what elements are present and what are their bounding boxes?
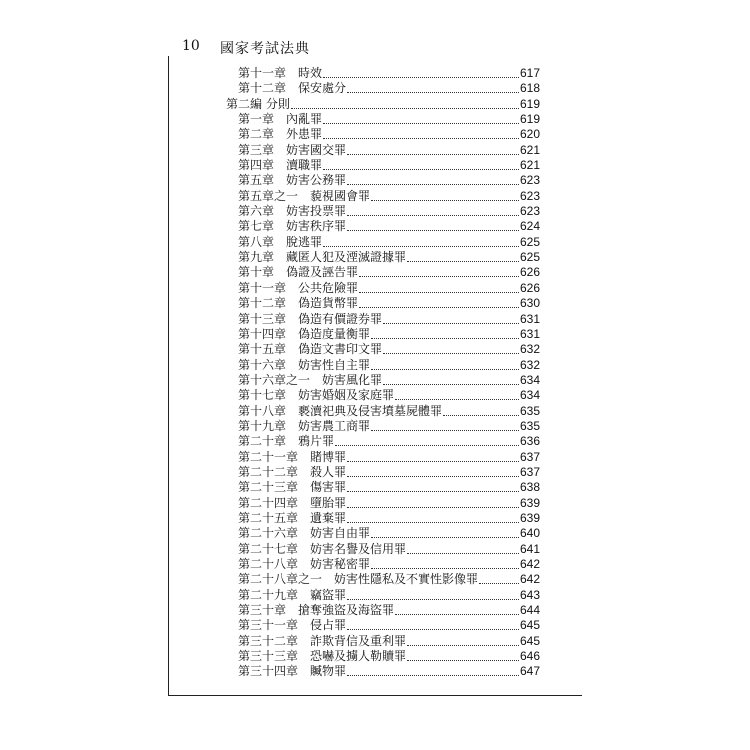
toc-entry-title: 第七章 妨害秩序罪 [238,219,347,234]
toc-entry-page-number: 631 [519,326,540,341]
toc-entry-title: 第六章 妨害投票罪 [238,204,347,219]
toc-entry-page-number: 646 [519,649,540,664]
toc-entry-title: 第九章 藏匿人犯及湮滅證據罪 [238,250,407,265]
toc-entry-title: 第十四章 偽造度量衡罪 [238,326,371,341]
toc-chapter-entry [226,281,540,296]
toc-entry-page-number: 623 [519,173,540,188]
dot-leader [347,450,519,462]
toc-entry-page-number: 635 [519,418,540,433]
dot-leader [407,634,519,646]
dot-leader [347,480,519,492]
toc-chapter-entry [226,465,540,480]
dot-leader [371,327,519,339]
toc-entry-page-number: 631 [519,311,540,326]
toc-entry-title: 第五章之一 藐視國會罪 [238,188,371,203]
toc-entry-title: 第四章 瀆職罪 [238,158,323,173]
toc-entry-page-number: 636 [519,434,540,449]
toc-entry-page-number: 640 [519,526,540,541]
toc-entry-page-number: 630 [519,296,540,311]
toc-chapter-entry [226,572,540,587]
toc-entry-page-number: 617 [519,66,540,80]
toc-entry-page-number: 619 [519,96,540,111]
toc-entry-page-number: 632 [519,342,540,357]
toc-entry-title: 第二十六章 妨害自由罪 [238,526,371,541]
dot-leader [443,404,519,416]
toc-entry-page-number: 642 [519,557,540,571]
toc-entry-title: 第十五章 偽造文書印文罪 [238,342,383,357]
table-of-contents [226,66,540,680]
toc-chapter-entry [226,219,540,234]
toc-chapter-entry [226,588,540,603]
dot-leader [371,557,519,569]
dot-leader [407,250,519,262]
toc-entry-title: 第三十一章 侵占罪 [238,618,347,633]
toc-entry-title: 第十一章 時效 [238,66,323,80]
toc-chapter-entry [226,649,540,664]
page-header [182,36,582,58]
toc-entry-page-number: 643 [519,587,540,602]
dot-leader [347,173,519,185]
toc-entry-page-number: 645 [519,618,540,633]
toc-entry-page-number: 645 [519,633,540,648]
toc-entry-page-number: 618 [519,81,540,96]
toc-entry-title: 第五章 妨害公務罪 [238,173,347,188]
dot-leader [323,112,519,124]
toc-entry-page-number: 639 [519,510,540,525]
toc-entry-title: 第二十四章 墮胎罪 [238,495,347,510]
toc-entry-title: 第十八章 褻瀆祀典及侵害墳墓屍體罪 [238,403,443,418]
dot-leader [371,419,519,431]
toc-entry-page-number: 621 [519,142,540,157]
toc-chapter-entry [226,618,540,633]
toc-entry-title: 第十七章 妨害婚姻及家庭罪 [238,388,395,403]
toc-chapter-entry [226,634,540,649]
toc-chapter-entry [226,327,540,342]
toc-entry-title: 第十六章 妨害性自主罪 [238,357,371,372]
toc-entry-page-number: 620 [519,127,540,142]
toc-entry-page-number: 634 [519,388,540,403]
dot-leader [479,572,519,584]
toc-chapter-entry [226,557,540,572]
toc-entry-title: 第十一章 公共危險罪 [238,280,359,295]
dot-leader [371,189,519,201]
dot-leader [407,649,519,661]
toc-entry-page-number: 638 [519,480,540,495]
toc-chapter-entry [226,189,540,204]
dot-leader [347,511,519,523]
toc-chapter-entry [226,434,540,449]
toc-entry-title: 第三十三章 恐嚇及擄人勒贖罪 [238,649,407,664]
page-number: 10 [182,38,200,54]
dot-leader [323,235,519,247]
dot-leader [335,434,519,446]
toc-entry-title: 第一章 內亂罪 [238,112,323,127]
toc-chapter-entry [226,250,540,265]
dot-leader [347,81,519,93]
toc-chapter-entry [226,388,540,403]
dot-leader [323,158,519,170]
dot-leader [347,204,519,216]
toc-entry-title: 第二十七章 妨害名譽及信用罪 [238,541,407,556]
toc-entry-page-number: 637 [519,449,540,464]
toc-part-entry [226,97,540,112]
toc-entry-title: 第十六章之一 妨害風化罪 [238,372,383,387]
toc-entry-title: 第十九章 妨害農工商罪 [238,418,371,433]
toc-entry-title: 第二十五章 遺棄罪 [238,510,347,525]
dot-leader [371,526,519,538]
toc-chapter-entry [226,173,540,188]
toc-chapter-entry [226,526,540,541]
dot-leader [407,542,519,554]
toc-entry-title: 第二十章 鴉片罪 [238,434,335,449]
toc-chapter-entry [226,603,540,618]
dot-leader [359,281,519,293]
toc-entry-title: 第三十章 搶奪強盜及海盜罪 [238,603,395,618]
dot-leader [395,388,519,400]
dot-leader [323,66,519,78]
toc-entry-title: 第二十九章 竊盜罪 [238,587,347,602]
toc-entry-title: 第二十一章 賭博罪 [238,449,347,464]
toc-entry-page-number: 626 [519,265,540,280]
book-title: 國家考試法典 [220,41,310,57]
dot-leader [347,588,519,600]
toc-chapter-entry [226,204,540,219]
dot-leader [347,618,519,630]
toc-chapter-entry [226,450,540,465]
toc-entry-title: 第二十二章 殺人罪 [238,464,347,479]
toc-entry-title: 第三章 妨害國交罪 [238,142,347,157]
toc-chapter-entry [226,66,540,81]
toc-entry-title: 第三十四章 贓物罪 [238,664,347,679]
toc-entry-page-number: 637 [519,464,540,479]
toc-chapter-entry [226,404,540,419]
dot-leader [395,603,519,615]
toc-chapter-entry [226,373,540,388]
toc-chapter-entry [226,419,540,434]
toc-entry-page-number: 634 [519,372,540,387]
toc-entry-title: 第二章 外患罪 [238,127,323,142]
toc-entry-title: 第三十二章 詐欺背信及重利罪 [238,633,407,648]
dot-leader [383,373,519,385]
dot-leader [359,265,519,277]
toc-chapter-entry [226,143,540,158]
toc-chapter-entry [226,480,540,495]
toc-entry-title: 第十章 偽證及誣告罪 [238,265,359,280]
toc-entry-title: 第二十八章之一 妨害性隱私及不實性影像罪 [238,572,479,587]
toc-entry-page-number: 635 [519,403,540,418]
toc-entry-title: 第八章 脫逃罪 [238,234,323,249]
toc-entry-page-number: 621 [519,158,540,173]
dot-leader [347,664,519,676]
toc-entry-title: 第十二章 偽造貨幣罪 [238,296,359,311]
toc-entry-page-number: 626 [519,280,540,295]
toc-chapter-entry [226,511,540,526]
dot-leader [291,97,519,109]
toc-chapter-entry [226,542,540,557]
dot-leader [347,496,519,508]
toc-entry-page-number: 641 [519,541,540,556]
toc-chapter-entry [226,312,540,327]
dot-leader [383,312,519,324]
toc-entry-title: 第二編 分則 [226,96,290,111]
toc-entry-page-number: 647 [519,664,540,679]
toc-entry-page-number: 642 [519,572,540,587]
toc-chapter-entry [226,235,540,250]
toc-entry-page-number: 639 [519,495,540,510]
toc-chapter-entry [226,265,540,280]
toc-chapter-entry [226,158,540,173]
toc-chapter-entry [226,127,540,142]
toc-entry-page-number: 619 [519,112,540,127]
toc-chapter-entry [226,342,540,357]
dot-leader [347,465,519,477]
dot-leader [371,358,519,370]
toc-entry-page-number: 632 [519,357,540,372]
toc-chapter-entry [226,81,540,96]
toc-entry-page-number: 623 [519,204,540,219]
toc-chapter-entry [226,664,540,679]
dot-leader [383,342,519,354]
toc-entry-title: 第十三章 偽造有價證券罪 [238,311,383,326]
toc-chapter-entry [226,496,540,511]
dot-leader [323,127,519,139]
toc-entry-page-number: 624 [519,219,540,234]
toc-entry-page-number: 644 [519,603,540,618]
toc-entry-title: 第二十八章 妨害秘密罪 [238,557,371,571]
toc-entry-page-number: 623 [519,188,540,203]
toc-entry-title: 第二十三章 傷害罪 [238,480,347,495]
toc-chapter-entry [226,112,540,127]
dot-leader [347,219,519,231]
toc-chapter-entry [226,296,540,311]
toc-entry-title: 第十二章 保安處分 [238,81,347,96]
toc-chapter-entry [226,358,540,373]
toc-entry-page-number: 625 [519,250,540,265]
toc-entry-page-number: 625 [519,234,540,249]
dot-leader [347,143,519,155]
dot-leader [359,296,519,308]
